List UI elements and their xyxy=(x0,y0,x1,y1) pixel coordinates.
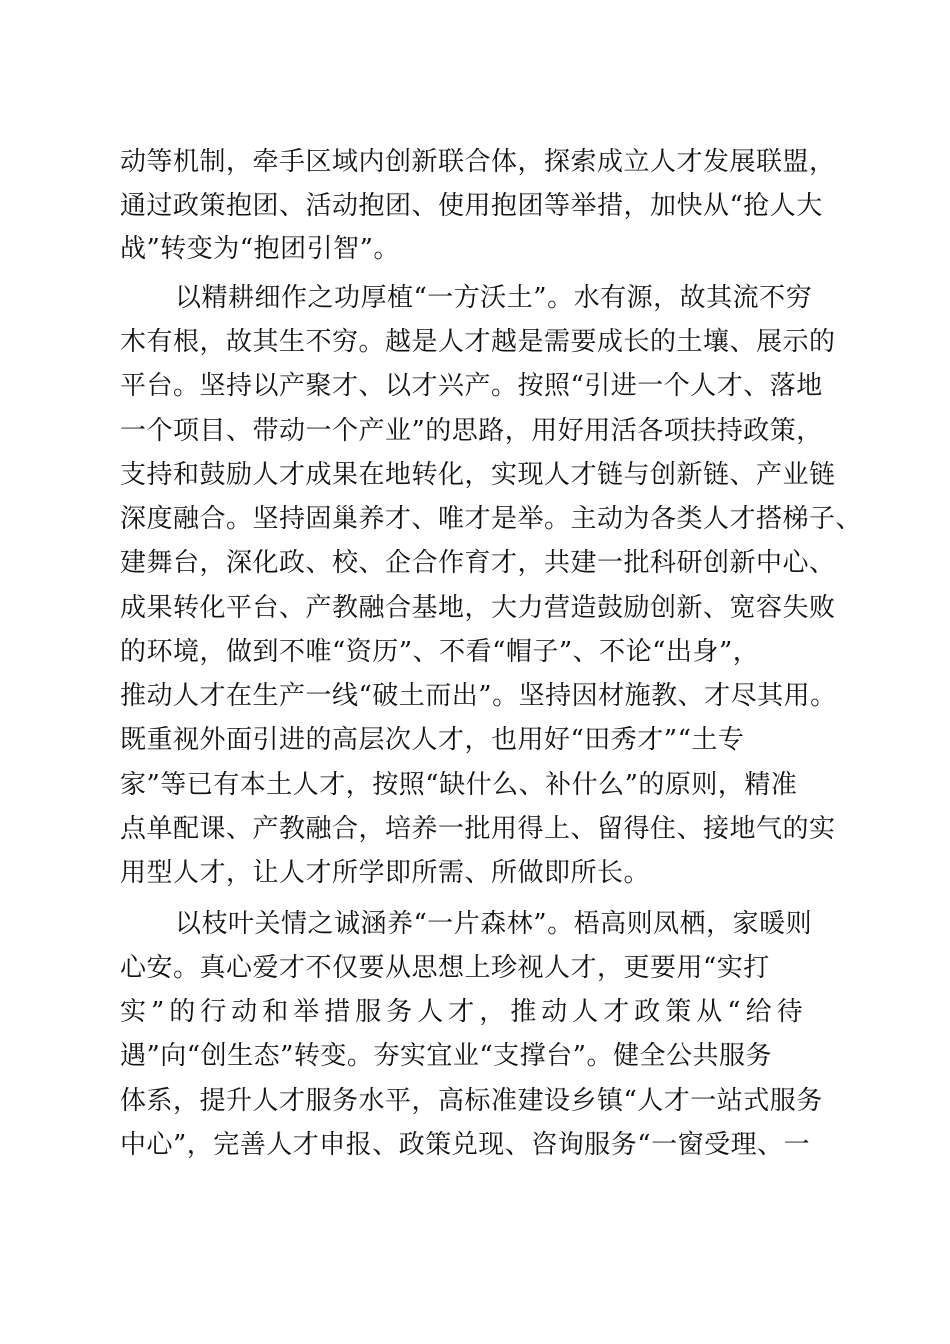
text-line: 既重视外面引进的高层次人才，也用好“田秀才”“土专 xyxy=(120,725,745,755)
text-line: 通过政策抱团、活动抱团、使用抱团等举措，加快从“抢人大 xyxy=(120,191,823,221)
text-line: 动等机制，牵手区域内创新联合体，探索成立人才发展联盟， xyxy=(120,147,836,177)
text-line: 实”的行动和举措服务人才，推动人才政策从“给待 xyxy=(120,997,808,1027)
text-line: 心安。真心爱才不仅要从思想上珍视人才，更要用“实打 xyxy=(120,953,770,983)
text-line: 木有根，故其生不穷。越是人才越是需要成长的土壤、展示的 xyxy=(120,327,836,357)
text-line: 的环境，做到不唯“资历”、不看“帽子”、不论“出身”， xyxy=(120,637,760,667)
paragraph-start-line: 以枝叶关情之诚涵养“一片森林”。梧高则凤栖，家暖则 xyxy=(175,909,813,939)
text-line: 点单配课、产教融合，培养一批用得上、留得住、接地气的实 xyxy=(120,814,836,844)
text-line: 用型人才，让人才所学即所需、所做即所长。 xyxy=(120,858,651,888)
text-line: 深度融合。坚持固巢养才、唯才是举。主动为各类人才搭梯子、 xyxy=(120,504,863,534)
text-line: 一个项目、带动一个产业”的思路，用好用活各项扶持政策， xyxy=(120,416,823,446)
text-line: 平台。坚持以产聚才、以才兴产。按照“引进一个人才、落地 xyxy=(120,371,823,401)
text-line: 战”转变为“抱团引智”。 xyxy=(120,234,400,264)
text-line: 推动人才在生产一线“破土而出”。坚持因材施教、才尽其用。 xyxy=(120,681,837,711)
paragraph-start-line: 以精耕细作之功厚植“一方沃土”。水有源，故其流不穷 xyxy=(175,283,813,313)
text-line: 支持和鼓励人才成果在地转化，实现人才链与创新链、产业链 xyxy=(120,460,836,490)
text-line: 建舞台，深化政、校、企合作育才，共建一批科研创新中心、 xyxy=(120,548,836,578)
text-line: 体系，提升人才服务水平，高标准建设乡镇“人才一站式服务 xyxy=(120,1086,823,1116)
text-line: 遇”向“创生态”转变。夯实宜业“支撑台”。健全公共服务 xyxy=(120,1041,772,1071)
text-line: 成果转化平台、产教融合基地，大力营造鼓励创新、宽容失败 xyxy=(120,593,836,623)
text-line: 中心”，完善人才申报、政策兑现、咨询服务“一窗受理、一 xyxy=(120,1130,811,1160)
text-line: 家”等已有本土人才，按照“缺什么、补什么”的原则，精准 xyxy=(120,770,798,800)
